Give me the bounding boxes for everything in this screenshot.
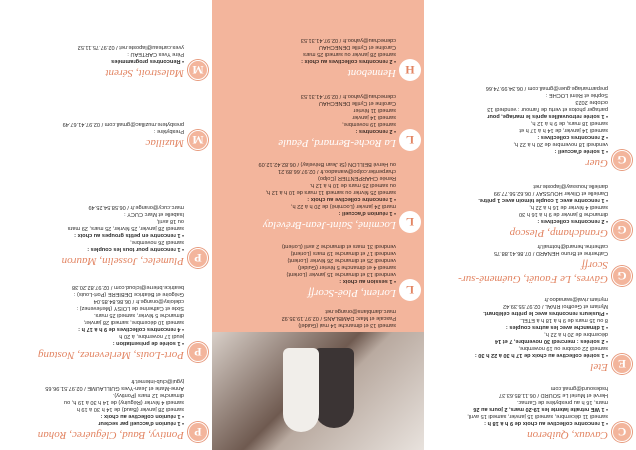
letter-badge-icon: P	[188, 422, 208, 442]
entry-line: • 1 réunion d'accueil par secteur	[8, 419, 184, 426]
entry-line: ou samedi 25 mars de 10 h à 12 h.	[309, 182, 396, 188]
entry-line: • 4 rencontres collectives de 9 h à 17 h :	[8, 325, 184, 332]
entry-line: Pascale et Marc DAMBLANS / 02.97.19.35.92	[281, 315, 396, 321]
entry-line: • 2 rencontres collectives :	[432, 133, 608, 140]
entry-line: dimanche 5 février, samedi 25 mars.	[93, 312, 184, 318]
entry-line: samedi 26 novembre,	[130, 239, 184, 245]
entry-line: • 1 rencontre en petits groupes au choix :	[8, 231, 184, 238]
entry-line: • 1 rencontre collective au choix de 9 h à 18 h :	[432, 419, 608, 426]
entry-line: Presbytère :	[153, 128, 184, 134]
panel-left	[424, 0, 636, 450]
entry-malestroit	[0, 43, 212, 80]
entry-intro	[212, 307, 424, 328]
entry-plumelec	[0, 203, 212, 268]
entry-line: hsdesourd@gmail.com	[550, 385, 608, 391]
entry-line: • 2 rencontres collectives au choix :	[220, 57, 396, 64]
entry-hennebont	[212, 36, 424, 80]
entry-line: Catherine et Bruno HENARD / 07.86.41.88.75	[493, 250, 608, 256]
entry-line: • 1 soirée collective au choix de 17 h 30 à 22 h 30 :	[432, 351, 608, 358]
entry-title: La Roche-Bernard, Péaule	[278, 137, 396, 149]
entry-line: beatrice.brierre@icloud.com / 02.97.82.20.38	[71, 284, 184, 290]
entry-line: Père Yves CARTEAU :	[127, 51, 184, 57]
entry-line: yves.carteau@laposte.net / 02.97.75.11.52	[77, 44, 184, 50]
entry-line: samedi 13 et dimanche 14 mai (Guidel)	[298, 322, 396, 328]
entry-port-louis	[0, 283, 212, 362]
entry-line: samedi 11 décembre, samedi 15 janvier, samedi 15 avril,	[467, 413, 608, 419]
entry-line: Hervé et Muriel Le SOURD / 06.11.85.63.37	[498, 392, 608, 398]
entry-guer	[424, 84, 636, 170]
entry-line: ou Hervé BEILLON (St Jean Brévelay) / 06.82.42.12.09	[258, 161, 396, 167]
entry-line: samedi 19 novembre,	[342, 121, 396, 127]
entry-line: samedi 28 janvier ou samedi 25 mars	[303, 51, 396, 57]
entry-title: Grandchamp, Plescop	[509, 227, 608, 239]
entry-line: samedi 4 février (Réguiny) de 14 h 30 à 19 h, ou	[63, 399, 184, 405]
letter-badge-icon: G	[612, 266, 632, 286]
entry-line: jeudi 17 novembre, à 20 h	[119, 333, 184, 339]
letter-badge-icon: G	[612, 220, 632, 240]
entry-etel	[424, 295, 636, 374]
entry-line: mardi 24 janvier (Locminé) de 20 h à 22 h,	[290, 203, 396, 209]
letter-badge-icon: P	[188, 342, 208, 362]
entry-line: samedi 28 janvier (Baud) de 14 h 30 à 19 h	[76, 406, 184, 412]
entry-line: dimanche 12 mars (Pontivy).	[112, 392, 184, 398]
entry-line: presbytere.muzillac@gmail.com / 02.97.41.67.49	[62, 121, 184, 127]
entry-title: Lorient, Ploë-Scorff	[308, 287, 396, 299]
entry-line: • 1 rencontre avec 1 couple témoin avec 1 prêtre.	[432, 196, 608, 203]
entry-line: Caroline et Cyrille DENECHAU	[318, 100, 396, 106]
entry-line: charpentier.colpo@wanadoo.fr / 02.97.66.89.21	[278, 168, 396, 174]
entry-la-roche-bernard	[212, 92, 424, 150]
entry-line: • 2 rencontres :	[220, 127, 396, 134]
entry-line: • Rencontres programmées	[8, 57, 184, 64]
entry-line: • 1 soirée de présentation :	[8, 339, 184, 346]
entry-line: partager photos et vertu de l'amour : vendredi 13	[487, 106, 608, 112]
entry-line: vendredi 17 et dimanche 19 mars (Lorient)	[290, 250, 396, 256]
entry-line: vendredi 18 novembre de 20 h à 22 h,	[513, 141, 608, 147]
entry-title: Cavaux, Quiberon	[527, 429, 608, 441]
entry-line: Sixte et Catherine de LOISY (Merlevenez) :	[76, 305, 184, 311]
entry-line: • 1 rencontre pour tous les couples :	[8, 245, 184, 252]
entry-line: samedi 4 et dimanche 5 février (Guidel)	[298, 264, 396, 270]
entry-pontivy	[0, 377, 212, 442]
entry-line: preparmariage.guer@gmail.com / 06.34.99.74.66	[485, 85, 608, 91]
entry-title: Gâvres, Le Faouët, Guémené-sur-Scorff	[458, 259, 608, 285]
entry-line: vendredi 13 et dimanche 15 janvier (Lorient)	[286, 271, 396, 277]
entry-gavres	[424, 242, 636, 286]
letter-badge-icon: M	[188, 60, 208, 80]
entry-title: Plumelec, Josselin, Mauron	[61, 255, 184, 267]
entry-title: Guer	[585, 157, 608, 169]
letter-badge-icon: G	[612, 150, 632, 170]
entry-line: cdenechau@yahoo.fr / 02.97.41.31.53	[300, 93, 396, 99]
entry-title: Malestroit, Sérent	[105, 67, 184, 79]
entry-line: Renée CHARPENTIER (Colpo)	[317, 175, 396, 181]
entry-line: Grégoire et Béatrice DEBIÈRE (Port-Louis) :	[73, 291, 184, 297]
letter-badge-icon: L	[400, 212, 420, 232]
entry-line: vendredi 31 mars et dimanche 2 avril (Lorient)	[281, 243, 396, 249]
entry-line: • Plusieurs rencontres avec le prêtre célébrant.	[432, 309, 608, 316]
panel-middle	[212, 0, 424, 450]
entry-title: Port-Louis, Merlevenez, Nostang	[37, 349, 184, 361]
entry-line: dimanche 8 janvier de 9 h à 16 h 30	[519, 211, 608, 217]
entry-line: danielle.houssay@laposte.net	[533, 183, 608, 189]
entry-line: Anne-Marie et Jean-Yves GUILLAUME / 02.97.51.96.65	[45, 385, 184, 391]
entry-line: samedi 18 mars, de 9 h à 12 h,	[530, 120, 608, 126]
entry-title: Pontivy, Baud, Cléguérec, Rohan	[37, 429, 184, 441]
letter-badge-icon: H	[400, 60, 420, 80]
photo-figure	[314, 348, 354, 428]
entry-line: Caroline et Cyrille DENECHAU	[318, 44, 396, 50]
entry-line: • 1 dimanche avec les autres couples :	[432, 323, 608, 330]
entry-title: Locminé, Saint-Jean-Brévelay	[262, 219, 396, 231]
entry-line: marc.damblans@orange.net	[325, 308, 396, 314]
entry-title: Hennebont	[347, 67, 396, 79]
entry-line: • 1 réunion d'accueil :	[220, 209, 396, 216]
panel-right	[0, 0, 212, 450]
entry-line: cdeloisy@orange.fr / 06.86.84.85.04	[93, 298, 184, 304]
entry-line: • 1 soirée d'accueil :	[432, 147, 608, 154]
entry-line: • 1 session au choix :	[220, 277, 396, 284]
letter-badge-icon: C	[612, 422, 632, 442]
entry-line: jygui@club-internet.fr	[131, 378, 184, 384]
entry-line: • 2 soirées : mercredi 30 novembre, 7 et 14	[432, 337, 608, 344]
entry-title: Muzillac	[145, 137, 184, 149]
entry-line: Danielle et Olivier HOUSSAY / 06.62.56.77.99	[493, 190, 608, 196]
entry-line: • 1 rencontre collective au choix :	[220, 195, 396, 202]
entry-title: Etel	[590, 361, 608, 373]
entry-line: vendredi 25 et dimanche 26 février (Lorient)	[287, 257, 396, 263]
entry-line: myriam.rival@wanadoo.fr	[544, 296, 608, 302]
entry-muzillac	[0, 120, 212, 150]
entry-line: Myriam et Geoffroi RIVAL / 02.97.55.39.42	[503, 303, 608, 309]
entry-lorient	[212, 242, 424, 300]
entry-cavaux	[424, 384, 636, 442]
entry-line: 8 ou 15 mars de 9 h à 18 h à ETEL.	[519, 317, 608, 323]
entry-line: • 1 réunion collective au choix :	[8, 412, 184, 419]
entry-line: marc.cucy@orange.fr / 06.58.54.25.49	[88, 204, 184, 210]
entry-line: Isabelle et Marc CUCY :	[124, 211, 184, 217]
entry-locmine	[212, 160, 424, 232]
couple-photo	[212, 332, 424, 450]
entry-line: octobre 2023	[575, 99, 608, 105]
entry-line: catherine.henard@hotmail.fr	[537, 243, 608, 249]
letter-badge-icon: E	[612, 354, 632, 374]
entry-line: samedi 4 février de 16 h à 22 h,	[529, 204, 608, 210]
entry-line: samedi 25 février ou samedi 11 mars de 10 h à 12 h,	[265, 189, 396, 195]
entry-line: Sophie et Rémi LOCHE :	[545, 92, 608, 98]
entry-line: • 1 soirée retrouvailles après le mariage, pour	[432, 112, 608, 119]
letter-badge-icon: L	[400, 130, 420, 150]
letter-badge-icon: M	[188, 130, 208, 150]
entry-line: décembre de 20 h à 22 h,	[544, 331, 608, 337]
entry-line: samedi 11 février	[353, 107, 396, 113]
entry-line: cdenechau@yahoo.fr / 02.97.41.31.53	[300, 37, 396, 43]
entry-line: samedi 28 janvier, 25 février, 25 mars, 29 mars	[67, 225, 184, 231]
entry-line: • 2 rencontres collectives :	[432, 217, 608, 224]
entry-line: samedi 10 décembre, samedi 28 janvier,	[83, 319, 184, 325]
entry-grandchamp	[424, 182, 636, 240]
photo-figure	[283, 348, 319, 432]
entry-line: samedi 14 janvier	[352, 114, 396, 120]
letter-badge-icon: P	[188, 248, 208, 268]
entry-line: samedi 22 octobre ou 19 novembre,	[518, 345, 608, 351]
entry-line: • 1 WE retraite latente les 19-20 mars, 2 jours au 26	[432, 405, 608, 412]
letter-badge-icon: L	[400, 280, 420, 300]
entry-line: samedi 14 janvier, de 14 h à 17 h et	[519, 127, 608, 133]
entry-line: mars, 16 h au presbytère de Carnac.	[516, 399, 608, 405]
entry-line: ou 18 avril,	[156, 218, 184, 224]
